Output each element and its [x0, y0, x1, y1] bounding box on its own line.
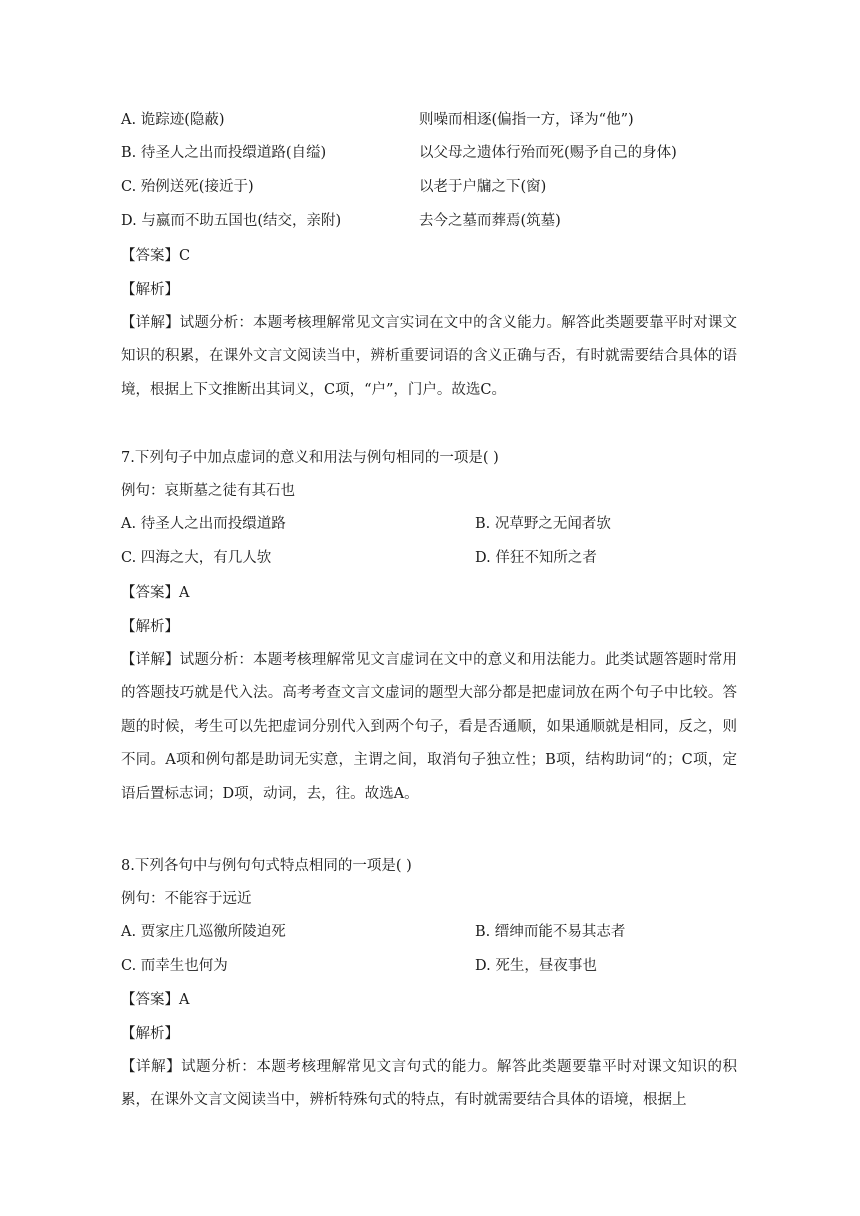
q6-answer: 【答案】C	[121, 248, 191, 264]
q6-analysis-label: 【解析】	[121, 282, 179, 298]
q6-option-a-left: A. 诡踪迹(隐蔽)	[121, 112, 225, 128]
q7-stem: 7.下列句子中加点虚词的意义和用法与例句相同的一项是( )	[121, 450, 499, 466]
q6-detail: 【详解】试题分析：本题考核理解常见文言实词在文中的含义能力。解答此类题要靠平时对课文知识的积累，在课外文言文阅读当中，辨析重要词语的含义正确与否，有时就需要结合具体的语境，根据上下文推断出其词义，C项，“户”，门户。故选C。	[121, 315, 737, 398]
q7-answer: 【答案】A	[121, 585, 190, 601]
q7-option-a: A. 待圣人之出而投缳道路	[121, 516, 286, 532]
q7-option-b: B. 况草野之无闻者欤	[475, 516, 611, 532]
q6-option-c-left: C. 殆例送死(接近于)	[121, 179, 254, 195]
q8-analysis-label: 【解析】	[121, 1026, 179, 1042]
q7-option-c: C. 四海之大，有几人欤	[121, 550, 272, 566]
q7-analysis-label: 【解析】	[121, 619, 179, 635]
q8-answer: 【答案】A	[121, 992, 190, 1008]
q7-example: 例句：哀斯墓之徒有其石也	[121, 483, 295, 499]
q8-option-c: C. 而幸生也何为	[121, 958, 228, 974]
q6-option-c-right: 以老于户牖之下(窗)	[419, 179, 547, 195]
q8-option-b: B. 缙绅而能不易其志者	[475, 924, 626, 940]
q6-option-b-left: B. 待圣人之出而投缳道路(自缢)	[121, 145, 327, 161]
q7-detail: 【详解】试题分析：本题考核理解常见文言虚词在文中的意义和用法能力。此类试题答题时常用的答题技巧就是代入法。高考考查文言文虚词的题型大部分都是把虚词放在两个句子中比较。答题的时候，考生可以先把虚词分别代入到两个句子，看是否通顺，如果通顺就是相同，反之，则不同。A项和例句都是助词无实意，主谓之间，取消句子独立性；B项，结构助词“的；C项，定语后置标志词；D项，动词，去，往。故选A。	[121, 652, 737, 802]
q6-option-a-right: 则噪而相逐(偏指一方，译为“他”)	[419, 112, 634, 128]
q8-stem: 8.下列各句中与例句句式特点相同的一项是( )	[121, 858, 412, 874]
q6-option-d-left: D. 与嬴而不助五国也(结交，亲附)	[121, 213, 342, 229]
q8-example: 例句：不能容于远近	[121, 891, 252, 907]
q6-option-d-right: 去今之墓而葬焉(筑墓)	[419, 213, 561, 229]
q6-option-b-right: 以父母之遗体行殆而死(赐予自己的身体)	[419, 145, 677, 161]
q8-option-a: A. 贾家庄几巡徼所陵迫死	[121, 924, 286, 940]
q7-option-d: D. 佯狂不知所之者	[475, 550, 597, 566]
q8-option-d: D. 死生，昼夜事也	[475, 958, 597, 974]
q8-detail: 【详解】试题分析：本题考核理解常见文言句式的能力。解答此类题要靠平时对课文知识的积累，在课外文言文阅读当中，辨析特殊句式的特点，有时就需要结合具体的语境，根据上	[121, 1059, 737, 1109]
